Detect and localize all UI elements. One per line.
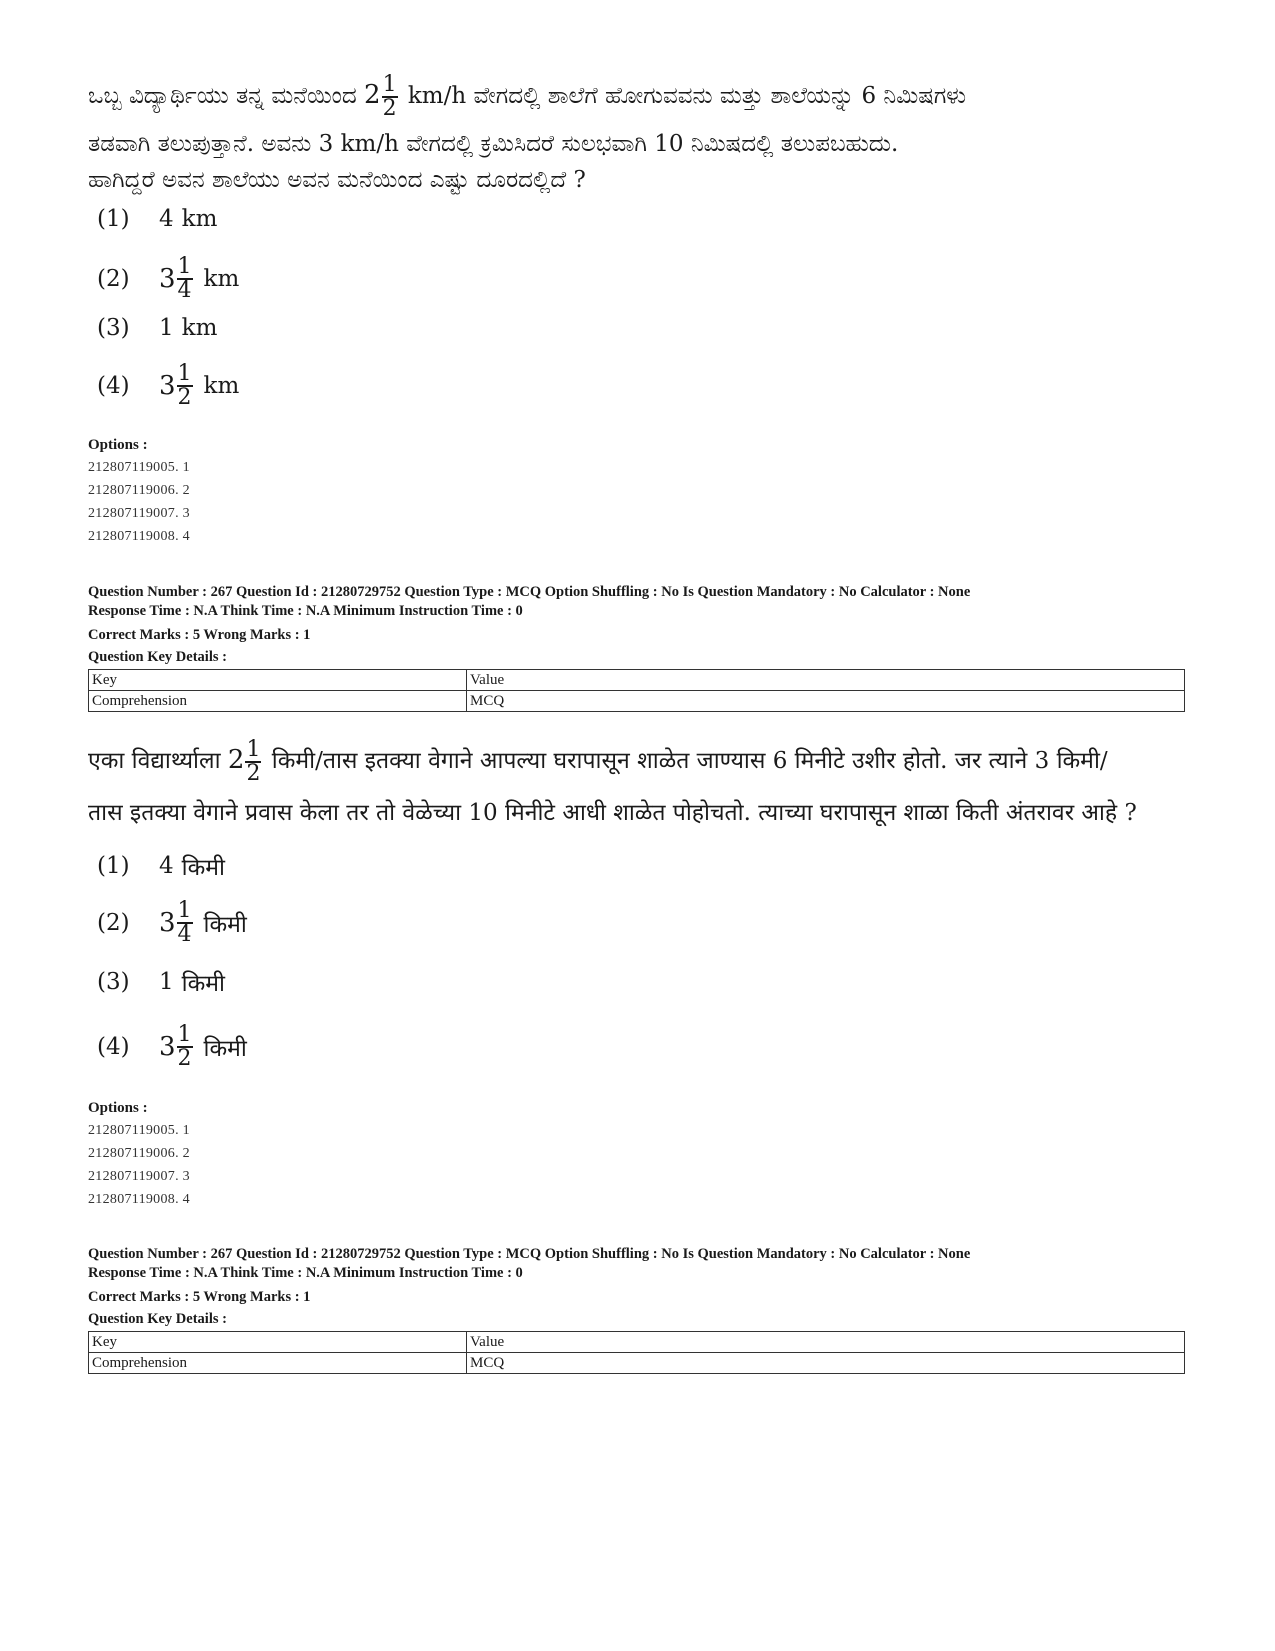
q2-option-id-4: 212807119008. 4 bbox=[88, 1192, 190, 1207]
q2-option-1-value: 4 bbox=[159, 853, 174, 879]
q1-option-4-num: 1 bbox=[177, 361, 192, 386]
q1-option-3-number: (3) bbox=[97, 315, 130, 341]
table-row bbox=[89, 1353, 1185, 1374]
q1-option-1-unit: km bbox=[181, 206, 218, 232]
q1-option-id-3: 212807119007. 3 bbox=[88, 506, 190, 521]
q1-question-text bbox=[88, 74, 1188, 198]
q2-option-4-den: 2 bbox=[177, 1046, 192, 1071]
q2-option-1-unit: किमी bbox=[181, 855, 225, 881]
q1-key-details: Question Key Details : bbox=[88, 649, 227, 665]
q1-table-key-header: Key bbox=[89, 670, 467, 691]
q2-option-3-number: (3) bbox=[97, 969, 130, 995]
q2-option-4-fraction bbox=[177, 1024, 193, 1070]
q2-option-id-1: 212807119005. 1 bbox=[88, 1123, 190, 1138]
q2-question-text bbox=[88, 739, 1188, 831]
q1-speed-whole: 2 bbox=[364, 80, 381, 110]
q1-option-2-num: 1 bbox=[177, 254, 192, 279]
q2-meta-line2: Response Time : N.A Think Time : N.A Minimum Instruction Time : 0 bbox=[88, 1265, 523, 1281]
q2-line1 bbox=[88, 739, 1188, 785]
q1-option-2-unit: km bbox=[203, 266, 240, 292]
q1-option-1-number: (1) bbox=[97, 206, 130, 232]
q1-option-2-fraction bbox=[177, 256, 193, 302]
q1-option-1 bbox=[97, 206, 217, 232]
q2-table-value-cell: MCQ bbox=[467, 1353, 1185, 1374]
q2-option-4-num: 1 bbox=[177, 1022, 192, 1047]
q2-option-2-num: 1 bbox=[177, 898, 192, 923]
q1-option-4 bbox=[97, 363, 239, 409]
q2-marks: Correct Marks : 5 Wrong Marks : 1 bbox=[88, 1289, 311, 1305]
q2-option-3-value: 1 bbox=[159, 969, 174, 995]
q2-option-2-whole: 3 bbox=[159, 908, 176, 938]
q1-option-3-value: 1 bbox=[159, 315, 174, 341]
q2-speed-whole: 2 bbox=[227, 745, 245, 775]
q2-option-1 bbox=[97, 850, 225, 882]
table-row bbox=[89, 691, 1185, 712]
q1-key-table bbox=[88, 669, 1185, 712]
q2-option-1-number: (1) bbox=[97, 853, 130, 879]
table-row bbox=[89, 1332, 1185, 1353]
q2-option-2-number: (2) bbox=[97, 910, 130, 936]
q1-line3: ಹಾಗಿದ್ದರೆ ಅವನ ಶಾಲೆಯು ಅವನ ಮನೆಯಿಂದ ಎಷ್ಟು ದೂರದಲ್ಲಿದೆ ? bbox=[88, 167, 586, 193]
q1-option-4-den: 2 bbox=[177, 385, 192, 410]
q1-option-2-number: (2) bbox=[97, 266, 130, 292]
q2-meta bbox=[88, 1245, 970, 1329]
q2-table-key-cell: Comprehension bbox=[89, 1353, 467, 1374]
q1-option-4-fraction bbox=[177, 363, 193, 409]
q2-option-2 bbox=[97, 900, 247, 946]
q1-option-id-1: 212807119005. 1 bbox=[88, 460, 190, 475]
q1-option-4-whole: 3 bbox=[159, 371, 176, 401]
q2-option-id-2: 212807119006. 2 bbox=[88, 1146, 190, 1161]
q2-option-2-den: 4 bbox=[177, 922, 192, 947]
table-row bbox=[89, 670, 1185, 691]
q2-options-label: Options : bbox=[88, 1100, 148, 1116]
q1-option-3 bbox=[97, 315, 217, 341]
q1-table-value-cell: MCQ bbox=[467, 691, 1185, 712]
q2-option-2-fraction bbox=[177, 900, 193, 946]
q1-marks: Correct Marks : 5 Wrong Marks : 1 bbox=[88, 627, 311, 643]
q1-speed-num: 1 bbox=[382, 72, 397, 97]
q2-option-4 bbox=[97, 1024, 247, 1070]
q1-meta bbox=[88, 583, 970, 667]
q1-option-4-number: (4) bbox=[97, 373, 130, 399]
q2-line2: तास इतक्या वेगाने प्रवास केला तर तो वेळेच्या 10 मिनीटे आधी शाळेत पोहोचतो. त्याच्या घरापासून शाळा किती अंतरावर आहे ? bbox=[88, 800, 1137, 826]
q2-table-key-header: Key bbox=[89, 1332, 467, 1353]
q1-option-2-den: 4 bbox=[177, 278, 192, 303]
q1-option-1-value: 4 bbox=[159, 206, 174, 232]
q2-option-4-unit: किमी bbox=[203, 1036, 247, 1062]
q1-table-key-cell: Comprehension bbox=[89, 691, 467, 712]
q2-option-4-whole: 3 bbox=[159, 1032, 176, 1062]
q2-table-value-header: Value bbox=[467, 1332, 1185, 1353]
q1-line1-post: km/h ವೇಗದಲ್ಲಿ ಶಾಲೆಗೆ ಹೋಗುವವನು ಮತ್ತು ಶಾಲೆಯನ್ನು 6 ನಿಮಿಷಗಳು bbox=[407, 83, 967, 109]
q1-option-2-whole: 3 bbox=[159, 264, 176, 294]
q1-line1-pre: ಒಬ್ಬ ವಿದ್ಯಾರ್ಥಿಯು ತನ್ನ ಮನೆಯಿಂದ bbox=[88, 83, 357, 109]
q1-table-value-header: Value bbox=[467, 670, 1185, 691]
q2-key-details: Question Key Details : bbox=[88, 1311, 227, 1327]
q1-option-2 bbox=[97, 256, 239, 302]
q2-key-table bbox=[88, 1331, 1185, 1374]
q2-line1-pre: एका विद्यार्थ्याला bbox=[88, 748, 221, 774]
q1-meta-line2: Response Time : N.A Think Time : N.A Minimum Instruction Time : 0 bbox=[88, 603, 523, 619]
q1-meta-line1: Question Number : 267 Question Id : 2128072975​2 Question Type : MCQ Option Shuffling : No Is Question Mandatory : No Calculator : None bbox=[88, 584, 971, 600]
q2-meta-line1: Question Number : 267 Question Id : 21280729752 Question Type : MCQ Option Shuffling : No Is Question Mandatory : No Calculator : None bbox=[88, 1246, 971, 1262]
q1-line2: ತಡವಾಗಿ ತಲುಪುತ್ತಾನೆ. ಅವನು 3 km/h ವೇಗದಲ್ಲಿ ಕ್ರಮಿಸಿದರೆ ಸುಲಭವಾಗಿ 10 ನಿಮಿಷದಲ್ಲಿ ತಲುಪಬಹುದು. bbox=[88, 131, 899, 157]
q2-option-4-number: (4) bbox=[97, 1034, 130, 1060]
q1-option-id-2: 212807119006. 2 bbox=[88, 483, 190, 498]
q1-option-3-unit: km bbox=[181, 315, 218, 341]
q1-line1 bbox=[88, 74, 1188, 120]
q1-speed-fraction bbox=[382, 74, 398, 120]
q1-option-id-4: 212807119008. 4 bbox=[88, 529, 190, 544]
q2-line1-post: किमी/तास इतक्या वेगाने आपल्या घरापासून शाळेत जाण्यास 6 मिनीटे उशीर होतो. जर त्याने 3 किमी/ bbox=[271, 748, 1108, 774]
q2-option-3-unit: किमी bbox=[181, 971, 225, 997]
q1-options-label: Options : bbox=[88, 437, 148, 453]
q2-option-3 bbox=[97, 966, 225, 998]
q2-speed-num: 1 bbox=[246, 737, 261, 762]
q2-option-id-3: 212807119007. 3 bbox=[88, 1169, 190, 1184]
q2-speed-fraction bbox=[245, 739, 261, 785]
q1-option-4-unit: km bbox=[203, 373, 240, 399]
q2-speed-den: 2 bbox=[246, 761, 261, 786]
q2-option-2-unit: किमी bbox=[203, 912, 247, 938]
q1-speed-den: 2 bbox=[382, 96, 397, 121]
